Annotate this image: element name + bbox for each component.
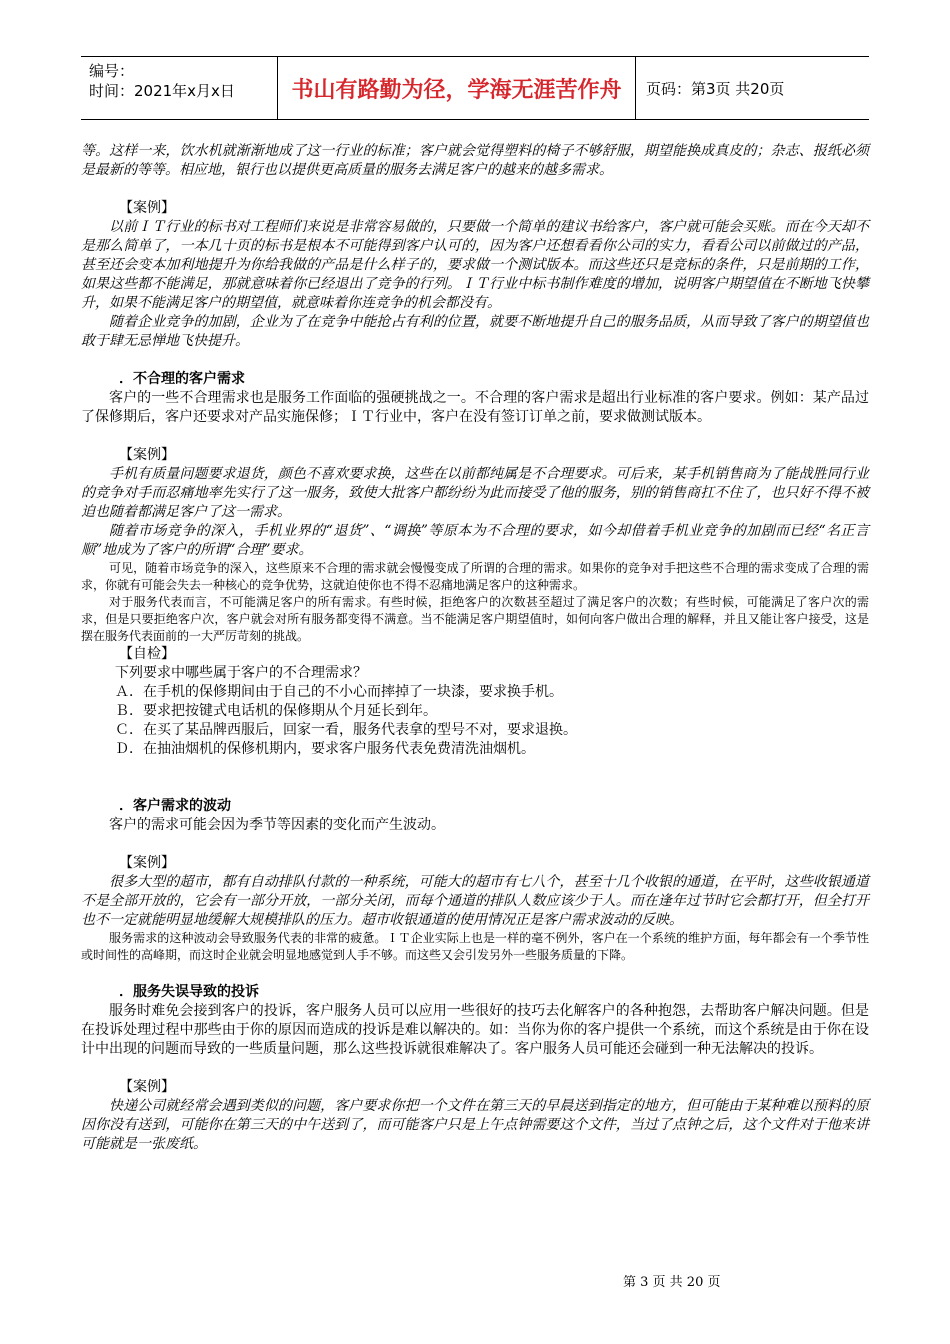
- self-check-question: 下列要求中哪些属于客户的不合理需求？: [115, 665, 367, 681]
- case-paragraph: 随着企业竞争的加剧，企业为了在竞争中能抢占有利的位置，就要不断地提升自己的服务品质，从而导致了客户的期望值也敢于肆无忌惮地飞快提升。: [81, 314, 869, 349]
- paragraph: 服务时难免会接到客户的投诉，客户服务人员可以应用一些很好的技巧去化解客户的各种抱怨，去帮助客户解决问题。但是在投诉处理过程中那些由于你的原因而造成的投诉是难以解决的。如：当你为你的客户提供一个系统，而这个系统是由于你在设计中出现的问题而导致的一些质量问题，那么这些投诉就很难解决了。客户服务人员可能还会碰到一种无法解决的投诉。: [81, 1003, 869, 1057]
- case-tag: 【案例】: [119, 447, 175, 463]
- paragraph: 客户的一些不合理需求也是服务工作面临的强硬挑战之一。不合理的客户需求是超出行业标准的客户要求。例如：某产品过了保修期后，客户还要求对产品实施保修；ＩＴ行业中，客户在没有签订订单之前，要求做测试版本。: [81, 390, 869, 425]
- paragraph: 对于服务代表而言，不可能满足客户的所有需求。有些时候，拒绝客户的次数甚至超过了满足客户的次数；有些时候，可能满足了客户次的需求，但是只要拒绝客户次，客户就会对所有服务都变得不满意。当不能满足客户期望值时，如何向客户做出合理的解释，并且又能让客户接受，这是摆在服务代表面前的一大严厉苛刻的挑战。: [81, 595, 869, 643]
- paragraph: 等。这样一来，饮水机就渐渐地成了这一行业的标准；客户就会觉得塑料的椅子不够舒服，期望能换成真皮的；杂志、报纸必须是最新的等等。相应地，银行也以提供更高质量的服务去满足客户的越来的越多需求。: [81, 143, 869, 178]
- section-heading: ．服务失误导致的投诉: [119, 984, 259, 1000]
- document-body: [81, 142, 869, 1154]
- paragraph: 可见，随着市场竞争的深入，这些原来不合理的需求就会慢慢变成了所谓的合理的需求。如果你的竞争对手把这些不合理的需求变成了合理的需求，你就有可能会失去一种核心的竞争优势，这就迫使你也不得不忍痛地满足客户的这种需求。: [81, 561, 869, 592]
- case-paragraph: 以前ＩＴ行业的标书对工程师们来说是非常容易做的，只要做一个简单的建议书给客户，客户就可能会买账。而在今天却不是那么简单了，一本几十页的标书是根本不可能得到客户认可的，因为客户还想看看你公司的实力，看看公司以前做过的产品，甚至还会变本加利地提升为你给我做的产品是什么样子的，要求做一个测试版本。而这些还只是竞标的条件，只是前期的工作，如果这些都不能满足，那就意味着你已经退出了竞争的行列。ＩＴ行业中标书制作难度的增加，说明客户期望值在不断地飞快攀升，如果不能满足客户的期望值，就意味着你连竞争的机会都没有。: [81, 219, 869, 311]
- time-label: 时间：2021年x月x日: [89, 82, 235, 100]
- self-check-tag: 【自检】: [119, 646, 175, 662]
- option-a: Ａ．在手机的保修期间由于自己的不小心而摔掉了一块漆，要求换手机。: [115, 684, 563, 700]
- case-paragraph: 手机有质量问题要求退货，颜色不喜欢要求换，这些在以前都纯属是不合理要求。可后来，某手机销售商为了能战胜同行业的竞争对手而忍痛地率先实行了这一服务，致使大批客户都纷纷为此而接受了他的服务，别的销售商扛不住了，也只好不得不被迫也随着都满足客户了这一需求。: [81, 466, 869, 520]
- section-heading: ．不合理的客户需求: [119, 371, 245, 387]
- paragraph: 服务需求的这种波动会导致服务代表的非常的疲惫。ＩＴ企业实际上也是一样的毫不例外，客户在一个系统的维护方面，每年都会有一个季节性或时间性的高峰期，而这时企业就会明显地感觉到人手不够。而这些又会引发另外一些服务质量的下降。: [81, 931, 869, 962]
- header-motto: 书山有路勤为径，学海无涯苦作舟: [278, 57, 636, 119]
- case-tag: 【案例】: [119, 200, 175, 216]
- case-paragraph: 随着市场竞争的深入，手机业界的“退货”、“调换”等原本为不合理的要求，如今却借着手机业竞争的加剧而已经“名正言顺”地成为了客户的所谓“合理”要求。: [81, 523, 869, 558]
- option-c: Ｃ．在买了某品牌西服后，回家一看，服务代表拿的型号不对，要求退换。: [115, 722, 577, 738]
- option-b: Ｂ．要求把按键式电话机的保修期从个月延长到年。: [115, 703, 437, 719]
- paragraph: 客户的需求可能会因为季节等因素的变化而产生波动。: [109, 817, 445, 833]
- section-heading: ．客户需求的波动: [119, 798, 231, 814]
- case-tag: 【案例】: [119, 1079, 175, 1095]
- case-paragraph: 快递公司就经常会遇到类似的问题，客户要求你把一个文件在第三天的早晨送到指定的地方，但可能由于某种难以预料的原因你没有送到，可能你在第三天的中午送到了，而可能客户只是上午点钟需要这个文件，当过了点钟之后，这个文件对于他来讲可能就是一张废纸。: [81, 1098, 869, 1152]
- header-meta: [81, 57, 278, 119]
- number-label: 编号：: [89, 62, 135, 80]
- page-header: [81, 56, 869, 120]
- header-page-info: 页码：第3页 共20页: [646, 79, 785, 98]
- page-footer: 第 3 页 共 20 页: [623, 1275, 721, 1290]
- option-d: Ｄ．在抽油烟机的保修机期内，要求客户服务代表免费清洗油烟机。: [115, 741, 535, 757]
- case-paragraph: 很多大型的超市，都有自动排队付款的一种系统，可能大的超市有七八个，甚至十几个收银的通道，在平时，这些收银通道不是全部开放的，它会有一部分开放，一部分关闭，而每个通道的排队人数应该少于人。而在逢年过节时它会都打开，但全打开也不一定就能明显地缓解大规模排队的压力。超市收银通道的使用情况正是客户需求波动的反映。: [81, 874, 869, 928]
- case-tag: 【案例】: [119, 855, 175, 871]
